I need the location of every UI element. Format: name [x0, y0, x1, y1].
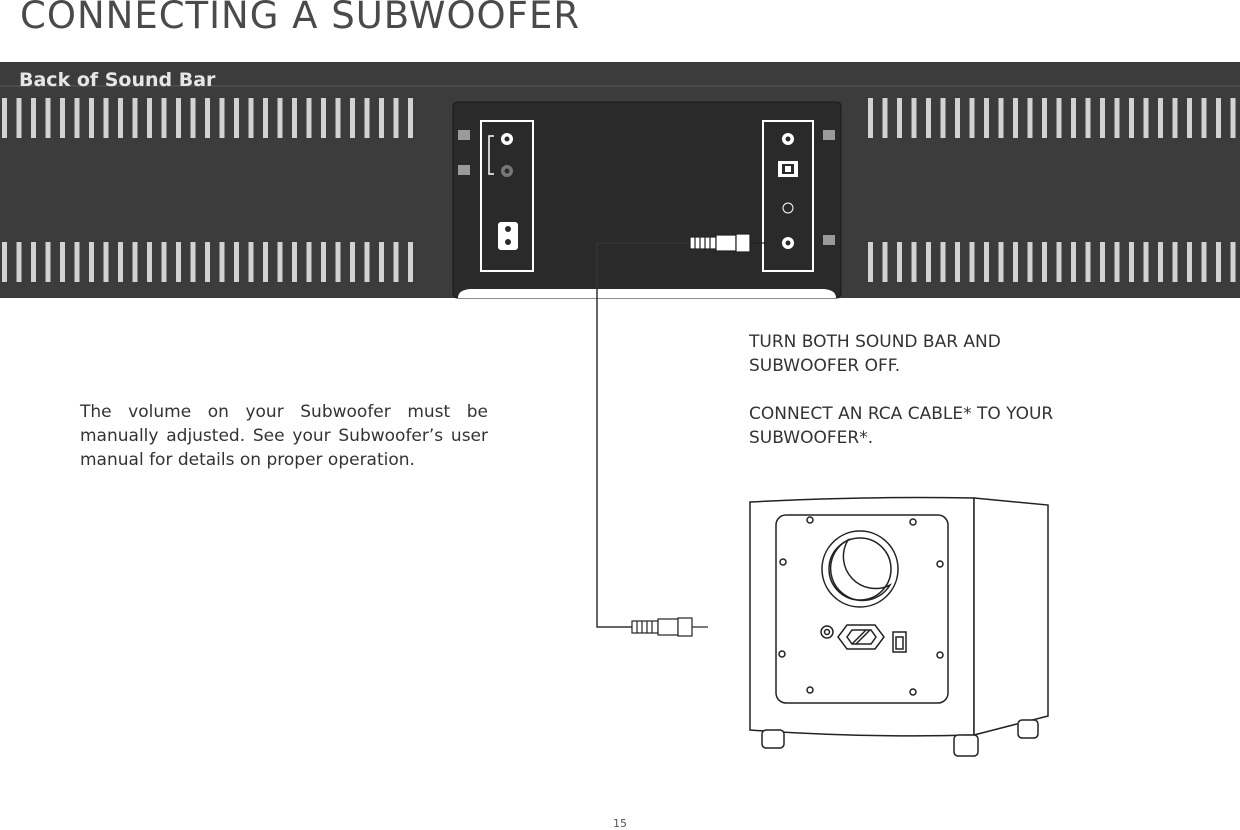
subwoofer-power-switch — [893, 632, 906, 652]
vent-slot — [1144, 242, 1149, 282]
vent-slot — [1100, 242, 1105, 282]
vent-slot — [249, 242, 254, 282]
vent-slot — [307, 98, 312, 138]
vent-slot — [220, 242, 225, 282]
vent-slot — [321, 98, 326, 138]
vent-slot — [75, 242, 80, 282]
vent-slot — [379, 98, 384, 138]
vent-slot — [999, 242, 1004, 282]
vent-slot — [17, 98, 22, 138]
vent-slot — [205, 242, 210, 282]
vent-slot — [1115, 98, 1120, 138]
optical-port — [778, 161, 798, 177]
vent-slot — [191, 242, 196, 282]
vent-slot — [350, 98, 355, 138]
vent-slot — [999, 98, 1004, 138]
vent-slot — [1071, 98, 1076, 138]
vent-slot — [365, 98, 370, 138]
vent-slot — [89, 98, 94, 138]
page-number: 15 — [613, 817, 627, 830]
vent-slot — [75, 98, 80, 138]
vent-slot — [408, 98, 413, 138]
vent-slot — [118, 98, 123, 138]
subwoofer-power-inlet — [838, 625, 884, 649]
vent-slot — [897, 242, 902, 282]
vent-slot — [205, 98, 210, 138]
vent-slot — [2, 242, 7, 282]
vent-slot — [162, 98, 167, 138]
vent-slot — [278, 242, 283, 282]
vent-slot — [31, 98, 36, 138]
vent-slot — [307, 242, 312, 282]
vent-slot — [1231, 98, 1236, 138]
vent-slot — [263, 242, 268, 282]
vent-slot — [2, 98, 7, 138]
vent-slot — [1231, 242, 1236, 282]
vent-slot — [1071, 242, 1076, 282]
vent-slot — [31, 242, 36, 282]
vent-slot — [912, 98, 917, 138]
vent-slot — [1173, 98, 1178, 138]
vent-slot — [234, 98, 239, 138]
vent-slot — [1013, 242, 1018, 282]
vent-slot — [1187, 242, 1192, 282]
vent-slot — [292, 98, 297, 138]
vent-slot — [379, 242, 384, 282]
vent-slot — [104, 98, 109, 138]
instruction-step-2: CONNECT AN RCA CABLE* TO YOUR SUBWOOFER*. — [749, 404, 1054, 448]
vent-slot — [1202, 98, 1207, 138]
vent-slot — [941, 98, 946, 138]
vent-slot — [1057, 242, 1062, 282]
vent-slot — [926, 242, 931, 282]
vent-slot — [1028, 242, 1033, 282]
page-title: CONNECTING A SUBWOOFER — [20, 0, 581, 37]
volume-note: The volume on your Subwoofer must be manually adjusted. See your Subwoofer’s user manual for details on proper operation. — [80, 402, 488, 470]
vent-slot — [220, 98, 225, 138]
vent-slot — [336, 242, 341, 282]
vent-slot — [263, 98, 268, 138]
vent-slot — [60, 98, 65, 138]
vent-slot — [176, 242, 181, 282]
vent-slot — [1013, 98, 1018, 138]
vent-slot — [912, 242, 917, 282]
vent-slot — [941, 242, 946, 282]
vent-slot — [883, 242, 888, 282]
vent-slot — [89, 242, 94, 282]
vent-slot — [1042, 242, 1047, 282]
vent-slot — [17, 242, 22, 282]
vent-slot — [176, 98, 181, 138]
vent-slot — [147, 98, 152, 138]
vent-slot — [1158, 98, 1163, 138]
vent-slot — [970, 98, 975, 138]
vent-slot — [104, 242, 109, 282]
vent-slot — [292, 242, 297, 282]
vent-slot — [1042, 98, 1047, 138]
vent-slot — [883, 98, 888, 138]
vent-slot — [1144, 98, 1149, 138]
vent-slot — [955, 242, 960, 282]
vent-slot — [1129, 242, 1134, 282]
vent-slot — [897, 98, 902, 138]
sound-bar-connector-panel — [453, 102, 841, 298]
vent-slot — [868, 242, 873, 282]
power-port — [498, 222, 518, 250]
vent-slot — [408, 242, 413, 282]
bass-port — [822, 531, 898, 607]
vent-slot — [1028, 98, 1033, 138]
vent-slot — [1216, 98, 1221, 138]
vent-slot — [46, 98, 51, 138]
vent-slot — [1158, 242, 1163, 282]
vent-slot — [321, 242, 326, 282]
section-label: Back of Sound Bar — [19, 69, 216, 91]
vent-slot — [1086, 242, 1091, 282]
vent-slot — [394, 242, 399, 282]
vent-slot — [394, 98, 399, 138]
instruction-step-1: TURN BOTH SOUND BAR AND SUBWOOFER OFF. — [749, 332, 1001, 376]
vent-slot — [336, 98, 341, 138]
vent-slot — [984, 242, 989, 282]
vent-slot — [868, 98, 873, 138]
vent-slot — [234, 242, 239, 282]
vent-slot — [1086, 98, 1091, 138]
vent-slot — [1129, 98, 1134, 138]
vent-slot — [1057, 98, 1062, 138]
instructions — [749, 330, 1169, 450]
vent-slot — [147, 242, 152, 282]
vent-slot — [60, 242, 65, 282]
vent-slot — [955, 98, 960, 138]
vent-slot — [46, 242, 51, 282]
subwoofer-rca-input — [821, 626, 833, 638]
vent-slot — [1216, 242, 1221, 282]
subwoofer — [750, 498, 1048, 757]
vent-slot — [1115, 242, 1120, 282]
vent-slot — [278, 98, 283, 138]
vent-slot — [162, 242, 167, 282]
vent-slot — [249, 98, 254, 138]
vent-slot — [1173, 242, 1178, 282]
vent-slot — [133, 242, 138, 282]
vent-slot — [926, 98, 931, 138]
vent-slot — [365, 242, 370, 282]
vent-slot — [133, 98, 138, 138]
vent-slot — [350, 242, 355, 282]
vent-slot — [1187, 98, 1192, 138]
vent-slot — [970, 242, 975, 282]
vent-slot — [1100, 98, 1105, 138]
vent-slot — [1202, 242, 1207, 282]
vent-slot — [118, 242, 123, 282]
sound-bar-back — [0, 62, 1240, 298]
rca-plug-bottom — [632, 618, 708, 636]
vent-slot — [191, 98, 196, 138]
vent-slot — [984, 98, 989, 138]
